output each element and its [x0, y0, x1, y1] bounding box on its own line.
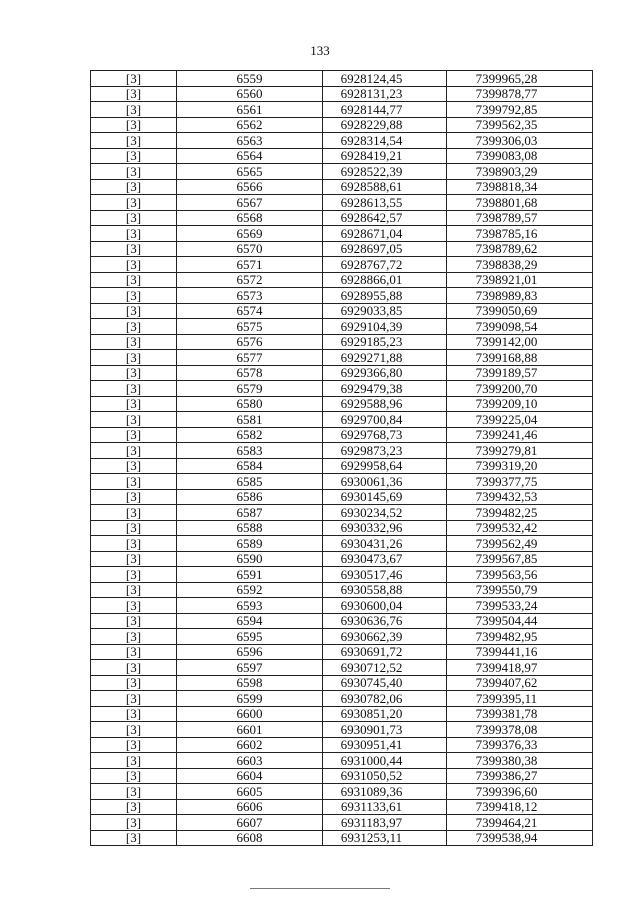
point-number-cell: 6605 [177, 784, 323, 800]
x-coordinate-cell: 6930234,52 [323, 505, 447, 521]
x-coordinate-cell: 6928314,54 [323, 133, 447, 149]
x-coordinate-cell: 6930600,04 [323, 598, 447, 614]
x-coordinate-cell: 6930712,52 [323, 660, 447, 676]
y-coordinate-cell: 7399396,60 [447, 784, 593, 800]
table-row [91, 396, 593, 412]
table-row [91, 644, 593, 660]
x-coordinate-cell: 6929033,85 [323, 303, 447, 319]
y-coordinate-cell: 7399432,53 [447, 489, 593, 505]
table-row [91, 164, 593, 180]
y-coordinate-cell: 7399441,16 [447, 644, 593, 660]
region-ref-cell: [3] [91, 164, 177, 180]
point-number-cell: 6566 [177, 179, 323, 195]
point-number-cell: 6602 [177, 737, 323, 753]
region-ref-cell: [3] [91, 551, 177, 567]
y-coordinate-cell: 7399378,08 [447, 722, 593, 738]
y-coordinate-cell: 7399395,11 [447, 691, 593, 707]
x-coordinate-cell: 6929185,23 [323, 334, 447, 350]
region-ref-cell: [3] [91, 195, 177, 211]
x-coordinate-cell: 6928955,88 [323, 288, 447, 304]
table-row [91, 443, 593, 459]
region-ref-cell: [3] [91, 179, 177, 195]
x-coordinate-cell: 6928131,23 [323, 86, 447, 102]
y-coordinate-cell: 7398838,29 [447, 257, 593, 273]
point-number-cell: 6591 [177, 567, 323, 583]
table-row [91, 706, 593, 722]
table-row [91, 71, 593, 87]
y-coordinate-cell: 7398789,57 [447, 210, 593, 226]
point-number-cell: 6580 [177, 396, 323, 412]
x-coordinate-cell: 6928642,57 [323, 210, 447, 226]
table-row [91, 784, 593, 800]
table-row [91, 226, 593, 242]
region-ref-cell: [3] [91, 458, 177, 474]
point-number-cell: 6604 [177, 768, 323, 784]
point-number-cell: 6560 [177, 86, 323, 102]
point-number-cell: 6582 [177, 427, 323, 443]
x-coordinate-cell: 6929958,64 [323, 458, 447, 474]
region-ref-cell: [3] [91, 102, 177, 118]
point-number-cell: 6574 [177, 303, 323, 319]
point-number-cell: 6594 [177, 613, 323, 629]
x-coordinate-cell: 6931253,11 [323, 830, 447, 846]
y-coordinate-cell: 7399563,56 [447, 567, 593, 583]
coordinates-table [90, 70, 593, 846]
y-coordinate-cell: 7399377,75 [447, 474, 593, 490]
point-number-cell: 6568 [177, 210, 323, 226]
table-row [91, 272, 593, 288]
y-coordinate-cell: 7399550,79 [447, 582, 593, 598]
x-coordinate-cell: 6931133,61 [323, 799, 447, 815]
region-ref-cell: [3] [91, 582, 177, 598]
y-coordinate-cell: 7399533,24 [447, 598, 593, 614]
point-number-cell: 6592 [177, 582, 323, 598]
region-ref-cell: [3] [91, 319, 177, 335]
table-row [91, 613, 593, 629]
point-number-cell: 6579 [177, 381, 323, 397]
x-coordinate-cell: 6930473,67 [323, 551, 447, 567]
table-row [91, 551, 593, 567]
x-coordinate-cell: 6928144,77 [323, 102, 447, 118]
y-coordinate-cell: 7399376,33 [447, 737, 593, 753]
table-row [91, 830, 593, 846]
point-number-cell: 6597 [177, 660, 323, 676]
y-coordinate-cell: 7399407,62 [447, 675, 593, 691]
y-coordinate-cell: 7399482,95 [447, 629, 593, 645]
y-coordinate-cell: 7399050,69 [447, 303, 593, 319]
y-coordinate-cell: 7399878,77 [447, 86, 593, 102]
region-ref-cell: [3] [91, 257, 177, 273]
y-coordinate-cell: 7399532,42 [447, 520, 593, 536]
y-coordinate-cell: 7399504,44 [447, 613, 593, 629]
x-coordinate-cell: 6928866,01 [323, 272, 447, 288]
table-row [91, 582, 593, 598]
table-row [91, 520, 593, 536]
region-ref-cell: [3] [91, 799, 177, 815]
x-coordinate-cell: 6929104,39 [323, 319, 447, 335]
y-coordinate-cell: 7399098,54 [447, 319, 593, 335]
point-number-cell: 6561 [177, 102, 323, 118]
x-coordinate-cell: 6930745,40 [323, 675, 447, 691]
y-coordinate-cell: 7399200,70 [447, 381, 593, 397]
x-coordinate-cell: 6930517,46 [323, 567, 447, 583]
x-coordinate-cell: 6929271,88 [323, 350, 447, 366]
y-coordinate-cell: 7399418,12 [447, 799, 593, 815]
region-ref-cell: [3] [91, 210, 177, 226]
y-coordinate-cell: 7398921,01 [447, 272, 593, 288]
y-coordinate-cell: 7399562,49 [447, 536, 593, 552]
table-row [91, 722, 593, 738]
point-number-cell: 6576 [177, 334, 323, 350]
table-row [91, 799, 593, 815]
region-ref-cell: [3] [91, 226, 177, 242]
region-ref-cell: [3] [91, 536, 177, 552]
region-ref-cell: [3] [91, 474, 177, 490]
point-number-cell: 6569 [177, 226, 323, 242]
y-coordinate-cell: 7398903,29 [447, 164, 593, 180]
y-coordinate-cell: 7399464,21 [447, 815, 593, 831]
table-row [91, 691, 593, 707]
region-ref-cell: [3] [91, 427, 177, 443]
point-number-cell: 6606 [177, 799, 323, 815]
x-coordinate-cell: 6930636,76 [323, 613, 447, 629]
point-number-cell: 6583 [177, 443, 323, 459]
table-row [91, 598, 593, 614]
x-coordinate-cell: 6928697,05 [323, 241, 447, 257]
table-row [91, 815, 593, 831]
point-number-cell: 6567 [177, 195, 323, 211]
point-number-cell: 6563 [177, 133, 323, 149]
table-row [91, 768, 593, 784]
table-row [91, 117, 593, 133]
region-ref-cell: [3] [91, 381, 177, 397]
y-coordinate-cell: 7399418,97 [447, 660, 593, 676]
x-coordinate-cell: 6928419,21 [323, 148, 447, 164]
table-row [91, 133, 593, 149]
region-ref-cell: [3] [91, 520, 177, 536]
y-coordinate-cell: 7398989,83 [447, 288, 593, 304]
x-coordinate-cell: 6930951,41 [323, 737, 447, 753]
y-coordinate-cell: 7399567,85 [447, 551, 593, 567]
y-coordinate-cell: 7399083,08 [447, 148, 593, 164]
region-ref-cell: [3] [91, 567, 177, 583]
table-row [91, 102, 593, 118]
y-coordinate-cell: 7399319,20 [447, 458, 593, 474]
point-number-cell: 6596 [177, 644, 323, 660]
x-coordinate-cell: 6931183,97 [323, 815, 447, 831]
table-row [91, 179, 593, 195]
region-ref-cell: [3] [91, 722, 177, 738]
y-coordinate-cell: 7398818,34 [447, 179, 593, 195]
table-row [91, 753, 593, 769]
region-ref-cell: [3] [91, 644, 177, 660]
page-number: 133 [310, 43, 330, 58]
table-row [91, 427, 593, 443]
table-row [91, 241, 593, 257]
region-ref-cell: [3] [91, 784, 177, 800]
y-coordinate-cell: 7399225,04 [447, 412, 593, 428]
point-number-cell: 6608 [177, 830, 323, 846]
point-number-cell: 6598 [177, 675, 323, 691]
x-coordinate-cell: 6930061,36 [323, 474, 447, 490]
y-coordinate-cell: 7399142,00 [447, 334, 593, 350]
y-coordinate-cell: 7398785,16 [447, 226, 593, 242]
table-row [91, 334, 593, 350]
point-number-cell: 6587 [177, 505, 323, 521]
region-ref-cell: [3] [91, 241, 177, 257]
x-coordinate-cell: 6929700,84 [323, 412, 447, 428]
point-number-cell: 6570 [177, 241, 323, 257]
y-coordinate-cell: 7399189,57 [447, 365, 593, 381]
table-row [91, 458, 593, 474]
region-ref-cell: [3] [91, 815, 177, 831]
table-row [91, 288, 593, 304]
x-coordinate-cell: 6931050,52 [323, 768, 447, 784]
x-coordinate-cell: 6929768,73 [323, 427, 447, 443]
region-ref-cell: [3] [91, 768, 177, 784]
point-number-cell: 6603 [177, 753, 323, 769]
y-coordinate-cell: 7399168,88 [447, 350, 593, 366]
point-number-cell: 6607 [177, 815, 323, 831]
point-number-cell: 6577 [177, 350, 323, 366]
region-ref-cell: [3] [91, 598, 177, 614]
point-number-cell: 6593 [177, 598, 323, 614]
table-row [91, 489, 593, 505]
table-row [91, 629, 593, 645]
region-ref-cell: [3] [91, 133, 177, 149]
region-ref-cell: [3] [91, 303, 177, 319]
x-coordinate-cell: 6928613,55 [323, 195, 447, 211]
point-number-cell: 6562 [177, 117, 323, 133]
region-ref-cell: [3] [91, 629, 177, 645]
region-ref-cell: [3] [91, 148, 177, 164]
table-row [91, 567, 593, 583]
region-ref-cell: [3] [91, 71, 177, 87]
point-number-cell: 6600 [177, 706, 323, 722]
table-row [91, 148, 593, 164]
x-coordinate-cell: 6930851,20 [323, 706, 447, 722]
x-coordinate-cell: 6929366,80 [323, 365, 447, 381]
region-ref-cell: [3] [91, 489, 177, 505]
x-coordinate-cell: 6930558,88 [323, 582, 447, 598]
table-row [91, 365, 593, 381]
x-coordinate-cell: 6930145,69 [323, 489, 447, 505]
point-number-cell: 6595 [177, 629, 323, 645]
y-coordinate-cell: 7399386,27 [447, 768, 593, 784]
point-number-cell: 6573 [177, 288, 323, 304]
y-coordinate-cell: 7399241,46 [447, 427, 593, 443]
region-ref-cell: [3] [91, 412, 177, 428]
y-coordinate-cell: 7399380,38 [447, 753, 593, 769]
x-coordinate-cell: 6928671,04 [323, 226, 447, 242]
table-row [91, 210, 593, 226]
region-ref-cell: [3] [91, 334, 177, 350]
y-coordinate-cell: 7399482,25 [447, 505, 593, 521]
x-coordinate-cell: 6930662,39 [323, 629, 447, 645]
x-coordinate-cell: 6928767,72 [323, 257, 447, 273]
y-coordinate-cell: 7399279,81 [447, 443, 593, 459]
table-row [91, 381, 593, 397]
point-number-cell: 6581 [177, 412, 323, 428]
point-number-cell: 6590 [177, 551, 323, 567]
table-row [91, 303, 593, 319]
x-coordinate-cell: 6930901,73 [323, 722, 447, 738]
table-row [91, 737, 593, 753]
point-number-cell: 6565 [177, 164, 323, 180]
x-coordinate-cell: 6930782,06 [323, 691, 447, 707]
point-number-cell: 6559 [177, 71, 323, 87]
x-coordinate-cell: 6930431,26 [323, 536, 447, 552]
table-row [91, 319, 593, 335]
region-ref-cell: [3] [91, 613, 177, 629]
table-row [91, 86, 593, 102]
region-ref-cell: [3] [91, 288, 177, 304]
point-number-cell: 6571 [177, 257, 323, 273]
y-coordinate-cell: 7399562,35 [447, 117, 593, 133]
region-ref-cell: [3] [91, 396, 177, 412]
x-coordinate-cell: 6929873,23 [323, 443, 447, 459]
x-coordinate-cell: 6929479,38 [323, 381, 447, 397]
y-coordinate-cell: 7399306,03 [447, 133, 593, 149]
x-coordinate-cell: 6928124,45 [323, 71, 447, 87]
x-coordinate-cell: 6930332,96 [323, 520, 447, 536]
point-number-cell: 6584 [177, 458, 323, 474]
x-coordinate-cell: 6929588,96 [323, 396, 447, 412]
y-coordinate-cell: 7399381,78 [447, 706, 593, 722]
point-number-cell: 6586 [177, 489, 323, 505]
point-number-cell: 6564 [177, 148, 323, 164]
y-coordinate-cell: 7398801,68 [447, 195, 593, 211]
x-coordinate-cell: 6928588,61 [323, 179, 447, 195]
point-number-cell: 6578 [177, 365, 323, 381]
point-number-cell: 6572 [177, 272, 323, 288]
region-ref-cell: [3] [91, 365, 177, 381]
point-number-cell: 6588 [177, 520, 323, 536]
table-row [91, 257, 593, 273]
region-ref-cell: [3] [91, 830, 177, 846]
table-row [91, 474, 593, 490]
region-ref-cell: [3] [91, 505, 177, 521]
region-ref-cell: [3] [91, 272, 177, 288]
y-coordinate-cell: 7399209,10 [447, 396, 593, 412]
table-row [91, 536, 593, 552]
table-row [91, 675, 593, 691]
y-coordinate-cell: 7398789,62 [447, 241, 593, 257]
x-coordinate-cell: 6928229,88 [323, 117, 447, 133]
point-number-cell: 6575 [177, 319, 323, 335]
region-ref-cell: [3] [91, 117, 177, 133]
table-row [91, 505, 593, 521]
x-coordinate-cell: 6930691,72 [323, 644, 447, 660]
region-ref-cell: [3] [91, 660, 177, 676]
coordinates-table-body [91, 71, 593, 846]
table-row [91, 195, 593, 211]
bottom-divider [250, 888, 390, 889]
region-ref-cell: [3] [91, 443, 177, 459]
y-coordinate-cell: 7399965,28 [447, 71, 593, 87]
region-ref-cell: [3] [91, 753, 177, 769]
point-number-cell: 6589 [177, 536, 323, 552]
region-ref-cell: [3] [91, 737, 177, 753]
point-number-cell: 6601 [177, 722, 323, 738]
point-number-cell: 6599 [177, 691, 323, 707]
region-ref-cell: [3] [91, 675, 177, 691]
region-ref-cell: [3] [91, 86, 177, 102]
table-row [91, 412, 593, 428]
x-coordinate-cell: 6928522,39 [323, 164, 447, 180]
table-row [91, 660, 593, 676]
y-coordinate-cell: 7399792,85 [447, 102, 593, 118]
x-coordinate-cell: 6931000,44 [323, 753, 447, 769]
region-ref-cell: [3] [91, 691, 177, 707]
region-ref-cell: [3] [91, 350, 177, 366]
table-row [91, 350, 593, 366]
x-coordinate-cell: 6931089,36 [323, 784, 447, 800]
point-number-cell: 6585 [177, 474, 323, 490]
y-coordinate-cell: 7399538,94 [447, 830, 593, 846]
region-ref-cell: [3] [91, 706, 177, 722]
